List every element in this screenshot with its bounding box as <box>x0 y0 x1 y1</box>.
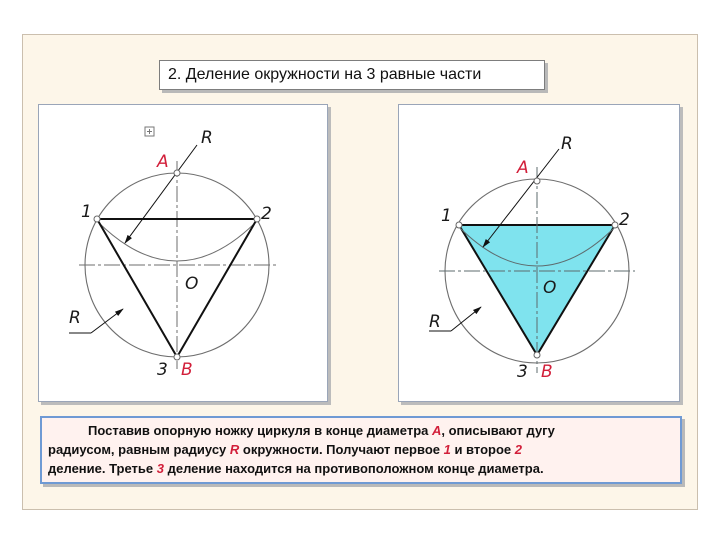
page-title: 2. Деление окружности на 3 равные части <box>159 60 545 90</box>
label-r-bottom: R <box>69 308 81 328</box>
label-r-top: R <box>201 128 213 148</box>
label-3: 3 <box>157 360 168 380</box>
radius-line-bottom <box>451 307 481 331</box>
result-drawing <box>399 105 681 403</box>
move-cursor-icon <box>145 127 154 136</box>
radius-line-bottom <box>91 309 123 333</box>
label-1: 1 <box>441 206 452 226</box>
note-em: 3 <box>156 461 164 476</box>
note-em: 1 <box>443 442 451 457</box>
label-2: 2 <box>619 210 630 230</box>
label-3: 3 <box>517 362 528 382</box>
label-1: 1 <box>81 202 92 222</box>
explanation-note <box>40 416 682 484</box>
note-em: А <box>432 423 442 438</box>
label-b: B <box>181 360 193 380</box>
label-o: O <box>543 278 557 298</box>
label-2: 2 <box>261 204 272 224</box>
note-text: Поставив опорную ножку циркуля в конце диаметра <box>88 423 432 438</box>
label-r-top: R <box>561 134 573 154</box>
result-panel <box>398 104 680 402</box>
label-a: A <box>517 158 529 178</box>
note-text: деление. Третье <box>48 461 157 476</box>
construction-drawing <box>39 105 329 403</box>
note-text: и второе <box>450 442 515 457</box>
label-r-bottom: R <box>429 312 441 332</box>
note-text: окружности. Получают первое <box>239 442 444 457</box>
note-line-1 <box>48 421 674 440</box>
note-em: 2 <box>514 442 522 457</box>
construction-panel <box>38 104 328 402</box>
note-line-3 <box>48 459 674 478</box>
note-line-2 <box>48 440 674 459</box>
label-b: B <box>541 362 553 382</box>
label-a: A <box>157 152 169 172</box>
label-o: O <box>185 274 199 294</box>
note-em: R <box>229 442 240 457</box>
note-text: радиусом, равным радиусу <box>48 442 230 457</box>
note-text: деление находится на противоположном конце диаметра. <box>163 461 544 476</box>
centerlines <box>439 167 635 373</box>
centerlines <box>79 161 277 369</box>
note-text: , описывают дугу <box>441 423 555 438</box>
